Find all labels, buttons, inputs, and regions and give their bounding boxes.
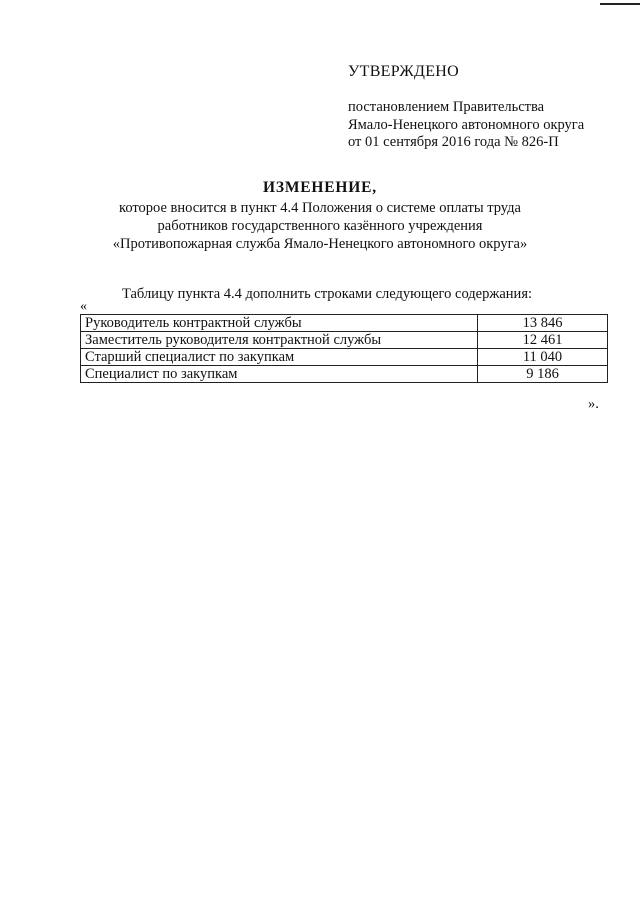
position-cell: Заместитель руководителя контрактной службы xyxy=(81,332,478,349)
approval-line: Ямало-Ненецкого автономного округа xyxy=(348,116,585,133)
approval-title: УТВЕРЖДЕНО xyxy=(348,63,460,80)
approval-stamp-block xyxy=(348,62,608,152)
salary-cell: 11 040 xyxy=(478,349,608,366)
table-row xyxy=(81,332,608,349)
document-title: ИЗМЕНЕНИЕ, xyxy=(263,179,377,196)
salary-cell: 13 846 xyxy=(478,315,608,332)
heading-line: работников государственного казённого учреждения xyxy=(157,218,483,234)
salary-cell: 9 186 xyxy=(478,366,608,383)
opening-quote: « xyxy=(80,299,87,314)
approval-line: от 01 сентября 2016 года № 826-П xyxy=(348,134,559,150)
closing-quote: ». xyxy=(588,396,599,412)
heading-line: «Противопожарная служба Ямало-Ненецкого автономного округа» xyxy=(112,236,528,252)
table-row xyxy=(81,315,608,332)
table-row xyxy=(81,366,608,383)
position-cell: Руководитель контрактной службы xyxy=(81,315,478,332)
position-cell: Специалист по закупкам xyxy=(81,366,478,383)
document-heading xyxy=(60,178,580,253)
intro-paragraph: Таблицу пункта 4.4 дополнить строками следующего содержания: xyxy=(122,286,533,302)
salary-table xyxy=(80,314,608,383)
scan-corner-mark xyxy=(600,3,640,5)
approval-line: постановлением Правительства xyxy=(348,99,545,115)
table-row xyxy=(81,349,608,366)
position-cell: Старший специалист по закупкам xyxy=(81,349,478,366)
salary-cell: 12 461 xyxy=(478,332,608,349)
heading-line: которое вносится в пункт 4.4 Положения о системе оплаты труда xyxy=(119,200,521,216)
